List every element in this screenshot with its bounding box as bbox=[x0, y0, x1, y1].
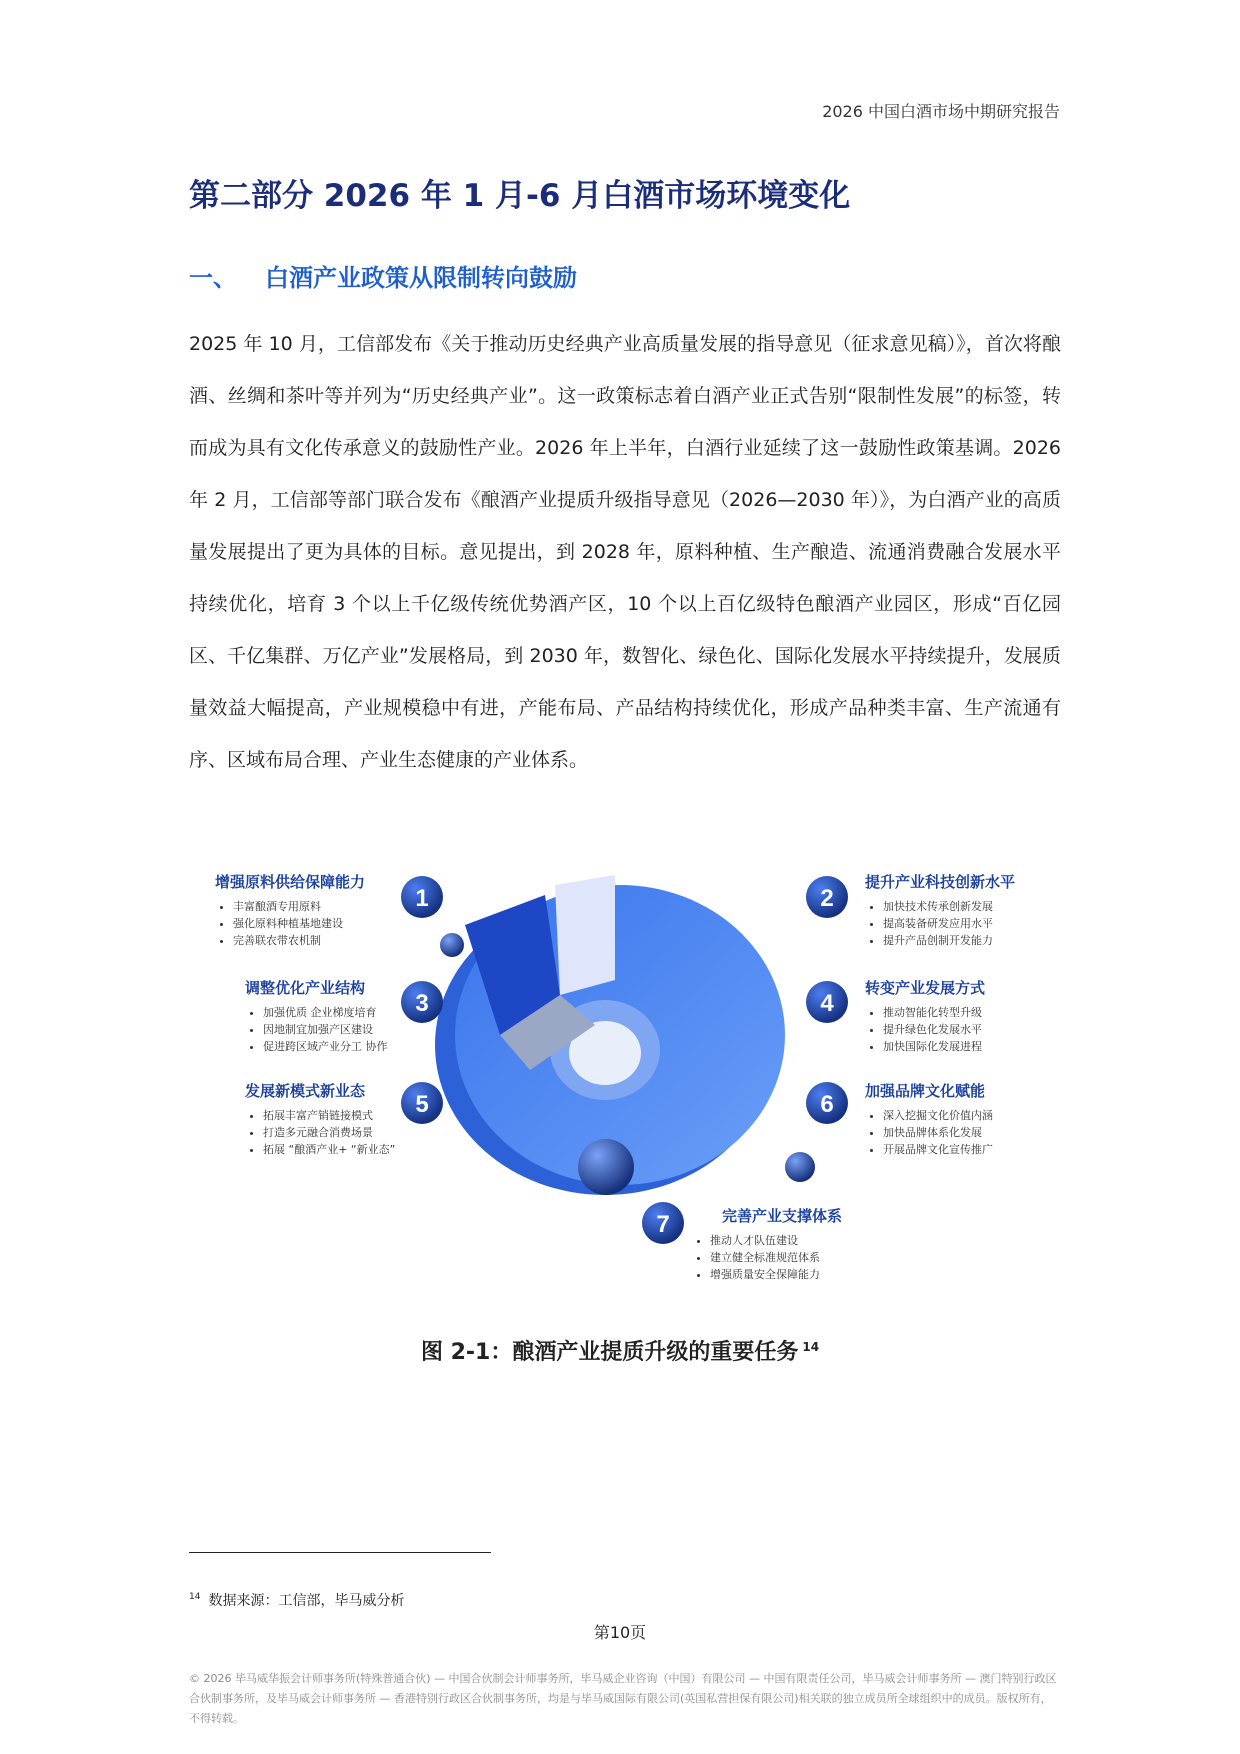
task-5 bbox=[245, 1080, 475, 1158]
footnote bbox=[189, 1590, 404, 1610]
task-item: • 提高装备研发应用水平 bbox=[883, 915, 1095, 932]
task-item: • 加快技术传承创新发展 bbox=[883, 898, 1095, 915]
task-item: • 建立健全标准规范体系 bbox=[710, 1249, 922, 1266]
task-item: • 促进跨区域产业分工 协作 bbox=[263, 1038, 475, 1055]
task-item: • 拓展 “酿酒产业+ “新业态” bbox=[263, 1141, 475, 1158]
task-item: • 开展品牌文化宣传推广 bbox=[883, 1141, 1095, 1158]
task-title: 加强品牌文化赋能 bbox=[865, 1082, 986, 1100]
segment-top bbox=[555, 875, 615, 995]
task-3 bbox=[245, 977, 475, 1055]
copyright-notice: © 2026 毕马威华振会计师事务所(特殊普通合伙) — 中国合伙制会计师事务所，毕马威企业咨询（中国）有限公司 — 中国有限责任公司，毕马威会计师事务所 — 澳门特别行政区合伙制事务所，及毕马威会计师事务所 — 香港特别行政区合伙制事务所，均是与毕马威国际有限公司(英国私营担保有限公司)相关联的独立成员所全球组织中的成员。版权所有，不得转载。 bbox=[189, 1672, 1057, 1725]
task-title: 转变产业发展方式 bbox=[865, 979, 986, 997]
section-number: 一、 bbox=[189, 264, 237, 292]
footnote-marker: 14 bbox=[189, 1592, 201, 1603]
task-item: • 深入挖掘文化价值内涵 bbox=[883, 1107, 1095, 1124]
task-item: • 完善联农带农机制 bbox=[233, 932, 445, 949]
task-2 bbox=[865, 871, 1095, 949]
badge-number-6: 6 bbox=[820, 1091, 834, 1118]
task-4 bbox=[865, 977, 1095, 1055]
body-paragraph: 2025 年 10 月，工信部发布《关于推动历史经典产业高质量发展的指导意见（征求意见稿）》，首次将酿酒、丝绸和茶叶等并列为“历史经典产业”。这一政策标志着白酒产业正式告别“限制性发展”的标签，转而成为具有文化传承意义的鼓励性产业。2026 年上半年，白酒行业延续了这一鼓励性政策基调。2026 年 2 月，工信部等部门联合发布《酿酒产业提质升级指导意见（2026—2030 年）》，为白酒产业的高质量发展提出了更为具体的目标。意见提出，到 2028 年，原料种植、生产酿造、流通消费融合发展水平持续优化，培育 3 个以上千亿级传统优势酒产区，10 个以上百亿级特色酿酒产业园区，形成“百亿园区、千亿集群、万亿产业”发展格局，到 2030 年，数智化、绿色化、国际化发展水平持续提升，发展质量效益大幅提高，产业规模稳中有进，产能布局、产品结构持续优化，形成产品种类丰富、生产流通有序、区域布局合理、产业生态健康的产业体系。 bbox=[189, 333, 1061, 771]
task-title: 完善产业支撑体系 bbox=[722, 1207, 843, 1225]
section-title bbox=[189, 258, 577, 293]
task-6 bbox=[865, 1080, 1095, 1158]
task-item: • 加快国际化发展进程 bbox=[883, 1038, 1095, 1055]
task-item: • 提升产品创制开发能力 bbox=[883, 932, 1095, 949]
task-item: • 增强质量安全保障能力 bbox=[710, 1266, 922, 1283]
task-7 bbox=[692, 1205, 922, 1283]
task-item: • 拓展丰富产销链接模式 bbox=[263, 1107, 475, 1124]
task-item: • 推动人才队伍建设 bbox=[710, 1232, 922, 1249]
task-title: 调整优化产业结构 bbox=[245, 979, 366, 997]
task-title: 发展新模式新业态 bbox=[245, 1082, 366, 1100]
task-item: • 丰富酿酒专用原料 bbox=[233, 898, 445, 915]
badge-number-4: 4 bbox=[820, 990, 834, 1017]
task-1 bbox=[215, 871, 445, 949]
running-header: 2026 中国白酒市场中期研究报告 bbox=[822, 102, 1060, 121]
task-item: • 提升绿色化发展水平 bbox=[883, 1021, 1095, 1038]
sphere-large bbox=[578, 1139, 634, 1195]
tasks-figure bbox=[200, 855, 1050, 1295]
figure-caption-text: 图 2-1：酿酒产业提质升级的重要任务 bbox=[420, 1340, 799, 1365]
badge-7 bbox=[642, 1202, 684, 1244]
task-item: • 加强优质 企业梯度培育 bbox=[263, 1004, 475, 1021]
badge-number-3: 3 bbox=[415, 990, 429, 1017]
sphere-small-right bbox=[785, 1152, 815, 1182]
task-item: • 强化原料种植基地建设 bbox=[233, 915, 445, 932]
footnote-divider bbox=[189, 1552, 491, 1553]
badge-number-1: 1 bbox=[415, 885, 429, 912]
task-item: • 加快品牌体系化发展 bbox=[883, 1124, 1095, 1141]
figure-caption bbox=[0, 1335, 1240, 1366]
task-title: 提升产业科技创新水平 bbox=[865, 873, 1016, 891]
badge-4 bbox=[806, 981, 848, 1023]
task-title: 增强原料供给保障能力 bbox=[215, 873, 366, 891]
badge-2 bbox=[806, 876, 848, 918]
task-item: • 推动智能化转型升级 bbox=[883, 1004, 1095, 1021]
badge-number-7: 7 bbox=[656, 1211, 670, 1238]
part-title: 第二部分 2026 年 1 月-6 月白酒市场环境变化 bbox=[189, 178, 851, 214]
task-item: • 因地制宜加强产区建设 bbox=[263, 1021, 475, 1038]
badge-number-2: 2 bbox=[820, 885, 834, 912]
figure-caption-ref: 14 bbox=[802, 1339, 820, 1354]
badge-number-5: 5 bbox=[415, 1091, 429, 1118]
section-title-text: 白酒产业政策从限制转向鼓励 bbox=[265, 264, 577, 292]
footnote-text: 数据来源：工信部，毕马威分析 bbox=[208, 1593, 405, 1609]
badge-6 bbox=[806, 1082, 848, 1124]
task-item: • 打造多元融合消费场景 bbox=[263, 1124, 475, 1141]
page-number: 第10页 bbox=[593, 1623, 647, 1642]
